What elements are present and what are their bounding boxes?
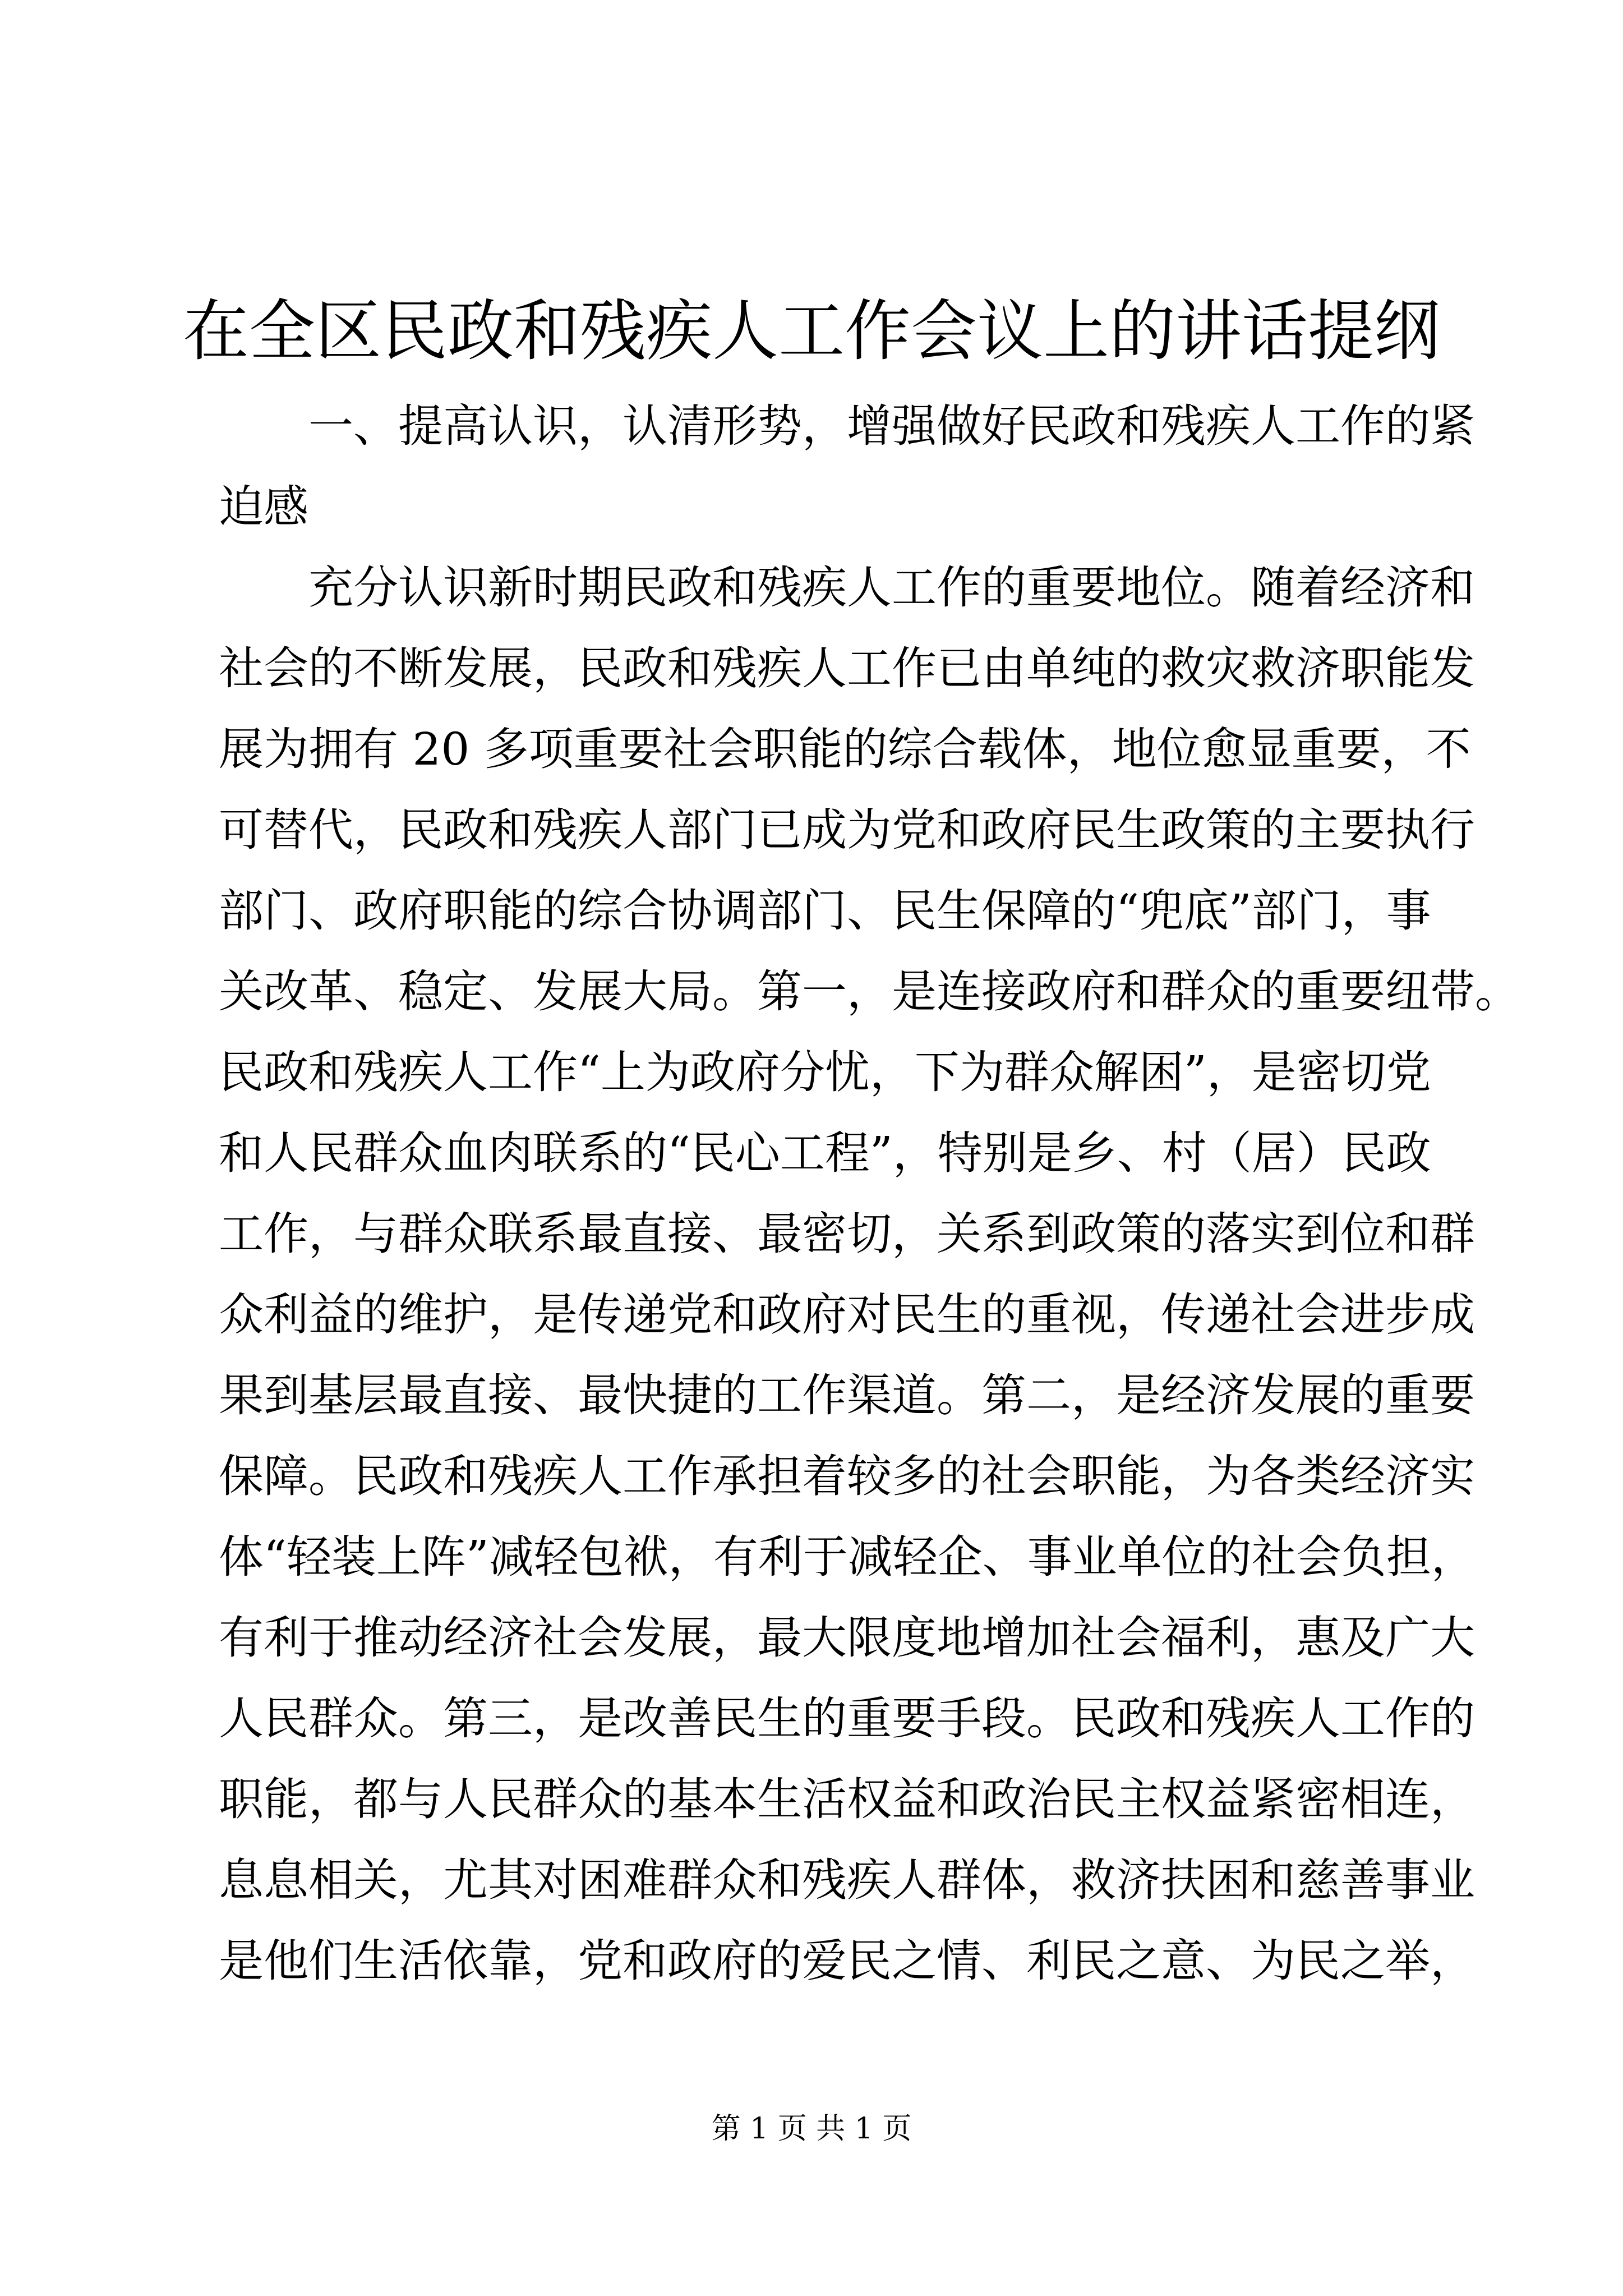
document-title: 在全区民政和残疾人工作会议上的讲话提纲 — [182, 292, 1440, 370]
body-line: 充分认识新时期民政和残疾人工作的重要地位。随着经济和 — [308, 562, 1475, 614]
body-line: 众利益的维护，是传递党和政府对民生的重视，传递社会进步成 — [219, 1289, 1475, 1341]
body-line: 果到基层最直接、最快捷的工作渠道。第二，是经济发展的重要 — [219, 1369, 1475, 1421]
body-line: 是他们生活依靠，党和政府的爱民之情、利民之意、为民之举， — [219, 1935, 1475, 1987]
document-body — [219, 386, 1520, 2001]
section-heading-line-1: 一、提高认识，认清形势，增强做好民政和残疾人工作的紧 — [308, 400, 1475, 452]
body-line: 人民群众。第三，是改善民生的重要手段。民政和残疾人工作的 — [219, 1692, 1475, 1745]
body-line: 社会的不断发展，民政和残疾人工作已由单纯的救灾救济职能发 — [219, 642, 1475, 694]
body-line: 民政和残疾人工作“上为政府分忧，下为群众解困”，是密切党 — [219, 1046, 1431, 1098]
section-heading-line-2: 迫感 — [219, 481, 308, 533]
body-line: 体“轻装上阵”减轻包袱，有利于减轻企、事业单位的社会负担， — [219, 1531, 1476, 1583]
body-line: 保障。民政和残疾人工作承担着较多的社会职能，为各类经济实 — [219, 1450, 1475, 1502]
body-line: 职能，都与人民群众的基本生活权益和政治民主权益紧密相连， — [219, 1773, 1475, 1825]
body-line: 息息相关，尤其对困难群众和残疾人群体，救济扶困和慈善事业 — [219, 1854, 1475, 1906]
page-footer: 第 1 页 共 1 页 — [711, 2112, 912, 2146]
body-line: 有利于推动经济社会发展，最大限度地增加社会福利，惠及广大 — [219, 1612, 1475, 1664]
body-line: 展为拥有 20 多项重要社会职能的综合载体，地位愈显重要，不 — [219, 723, 1471, 775]
body-line: 工作，与群众联系最直接、最密切，关系到政策的落实到位和群 — [219, 1208, 1475, 1260]
body-line: 可替代，民政和残疾人部门已成为党和政府民生政策的主要执行 — [219, 804, 1475, 856]
body-line: 和人民群众血肉联系的“民心工程”，特别是乡、村（居）民政 — [219, 1127, 1431, 1179]
body-line: 部门、政府职能的综合协调部门、民生保障的“兜底”部门，事 — [219, 885, 1431, 937]
body-line: 关改革、稳定、发展大局。第一，是连接政府和群众的重要纽带。 — [219, 965, 1520, 1018]
